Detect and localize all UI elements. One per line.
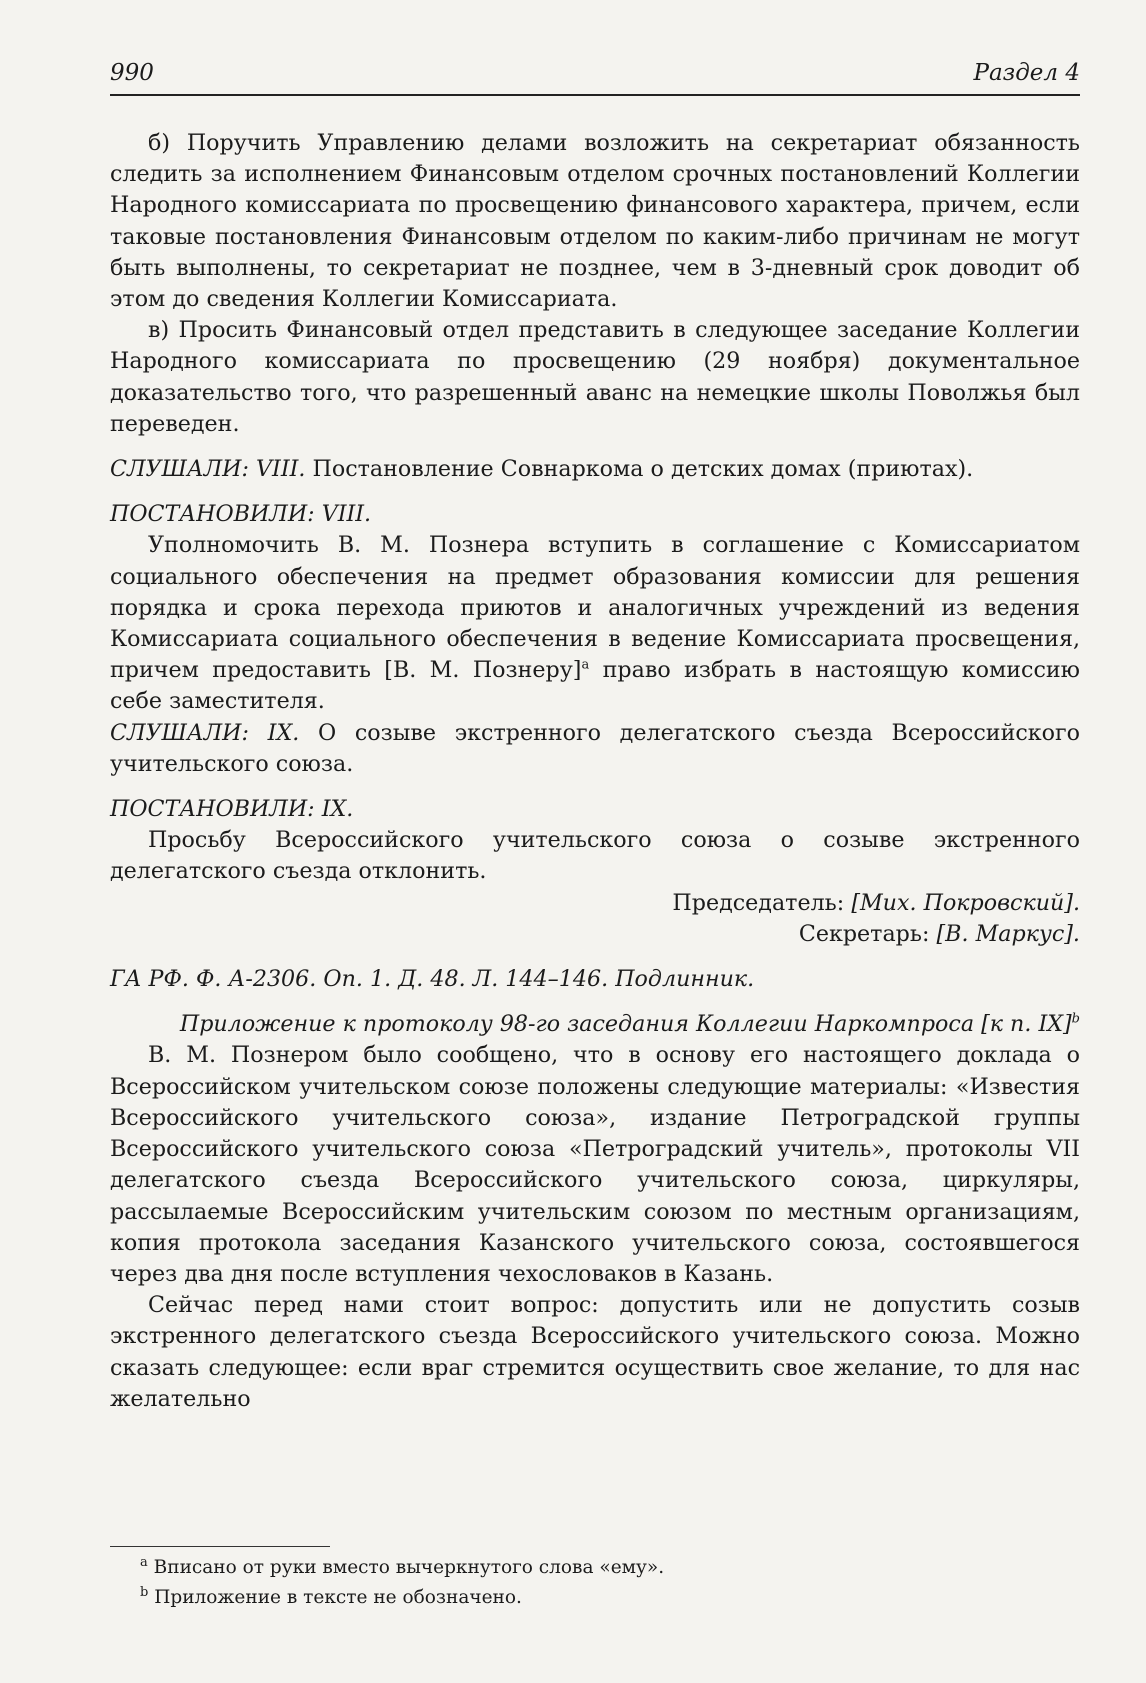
- footnote-divider: [110, 1546, 330, 1547]
- resolution-8-text-a: Уполномочить В. М. Познера вступить в соглашение с Комиссариатом социального обеспечения на предмет образования комиссии для решения порядка и срока перехода приютов и аналогичных учреждений из ведения Комиссариата социального обеспечения в ведение Комиссариата просвещения, причем предоставить [В. М. Познеру]: [110, 532, 1080, 684]
- heard-8: [110, 454, 1080, 485]
- secretary-name: [В. Маркус].: [936, 920, 1080, 947]
- heard-8-text: Постановление Совнаркома о детских домах (приютах).: [312, 456, 974, 483]
- footnote-mark-a: a: [581, 657, 590, 673]
- appendix-title: [110, 1009, 1080, 1040]
- resolved-8: ПОСТАНОВИЛИ: VIII.: [110, 501, 372, 528]
- footnote-a-mark: a: [140, 1554, 148, 1570]
- page-header: [110, 60, 1080, 96]
- heard-8-label: СЛУШАЛИ: VIII.: [110, 456, 306, 483]
- chairman-label: Председатель:: [672, 889, 845, 916]
- footnote-b-text: Приложение в тексте не обозначено.: [154, 1587, 522, 1608]
- resolution-8-text-b: право избрать в настоящую комиссию себе заместителя.: [110, 657, 1080, 715]
- document-page: [110, 60, 1080, 1415]
- paragraph-appendix-2: Сейчас перед нами стоит вопрос: допустить или не допустить созыв экстренного делегатского съезда Всероссийского учительского союза. Можно сказать следующее: если враг стремится осуществить свое желание, то для нас желательно: [110, 1292, 1080, 1412]
- paragraph-v: в) Просить Финансовый отдел представить в следующее заседание Коллегии Народного комиссариата по просвещению (29 ноября) документальное доказательство того, что разрешенный аванс на немецкие школы Поволжья был переведен.: [110, 317, 1080, 437]
- document-body: [110, 128, 1080, 1415]
- footnote-b: [110, 1583, 1080, 1613]
- footnote-a: [110, 1553, 1080, 1583]
- paragraph-appendix-1: В. М. Познером было сообщено, что в основу его настоящего доклада о Всероссийском учительском союзе положены следующие материалы: «Известия Всероссийского учительского союза», издание Петроградской группы Всероссийского учительского союза «Петроградский учитель», протоколы VII делегатского съезда Всероссийского учительского союза, циркуляры, рассылаемые Всероссийским учительским союзом по местным организациям, копия протокола заседания Казанского учительского союза, состоявшегося через два дня после вступления чехословаков в Казань.: [110, 1042, 1080, 1287]
- heard-9-text: О созыве экстренного делегатского съезда Всероссийского учительского союза.: [110, 719, 1080, 777]
- footnote-mark-b: b: [1071, 1011, 1080, 1027]
- chairman-name: [Мих. Покровский].: [851, 889, 1080, 916]
- paragraph-b: б) Поручить Управлению делами возложить на секретариат обязанность следить за исполнением Финансовым отделом срочных постановлений Коллегии Народного комиссариата по просвещению финансового характера, причем, если таковые постановления Финансовым отделом по каким-либо причинам не могут быть выполнены, то секретариат не позднее, чем в 3-дневный срок доводит об этом до сведения Коллегии Комиссариата.: [110, 130, 1080, 313]
- section-title: Раздел 4: [973, 60, 1080, 86]
- page-number: 990: [110, 60, 154, 86]
- secretary-line: [110, 919, 1080, 950]
- secretary-label: Секретарь:: [798, 920, 930, 947]
- heard-9-label: СЛУШАЛИ: IX.: [110, 719, 300, 746]
- archive-reference: ГА РФ. Ф. А-2306. Оп. 1. Д. 48. Л. 144–146. Подлинник.: [110, 966, 755, 993]
- footnote-b-mark: b: [140, 1584, 149, 1600]
- footnotes: [110, 1546, 1080, 1613]
- heard-9: [110, 718, 1080, 780]
- chairman-line: [110, 888, 1080, 919]
- paragraph-resolution-9: Просьбу Всероссийского учительского союза о созыве экстренного делегатского съезда отклонить.: [110, 827, 1080, 885]
- appendix-title-text: Приложение к протоколу 98-го заседания Коллегии Наркомпроса [к п. IX]: [179, 1011, 1072, 1038]
- resolved-9: ПОСТАНОВИЛИ: IX.: [110, 796, 354, 823]
- paragraph-resolution-8: [110, 530, 1080, 717]
- footnote-a-text: Вписано от руки вместо вычеркнутого слова «ему».: [153, 1557, 665, 1578]
